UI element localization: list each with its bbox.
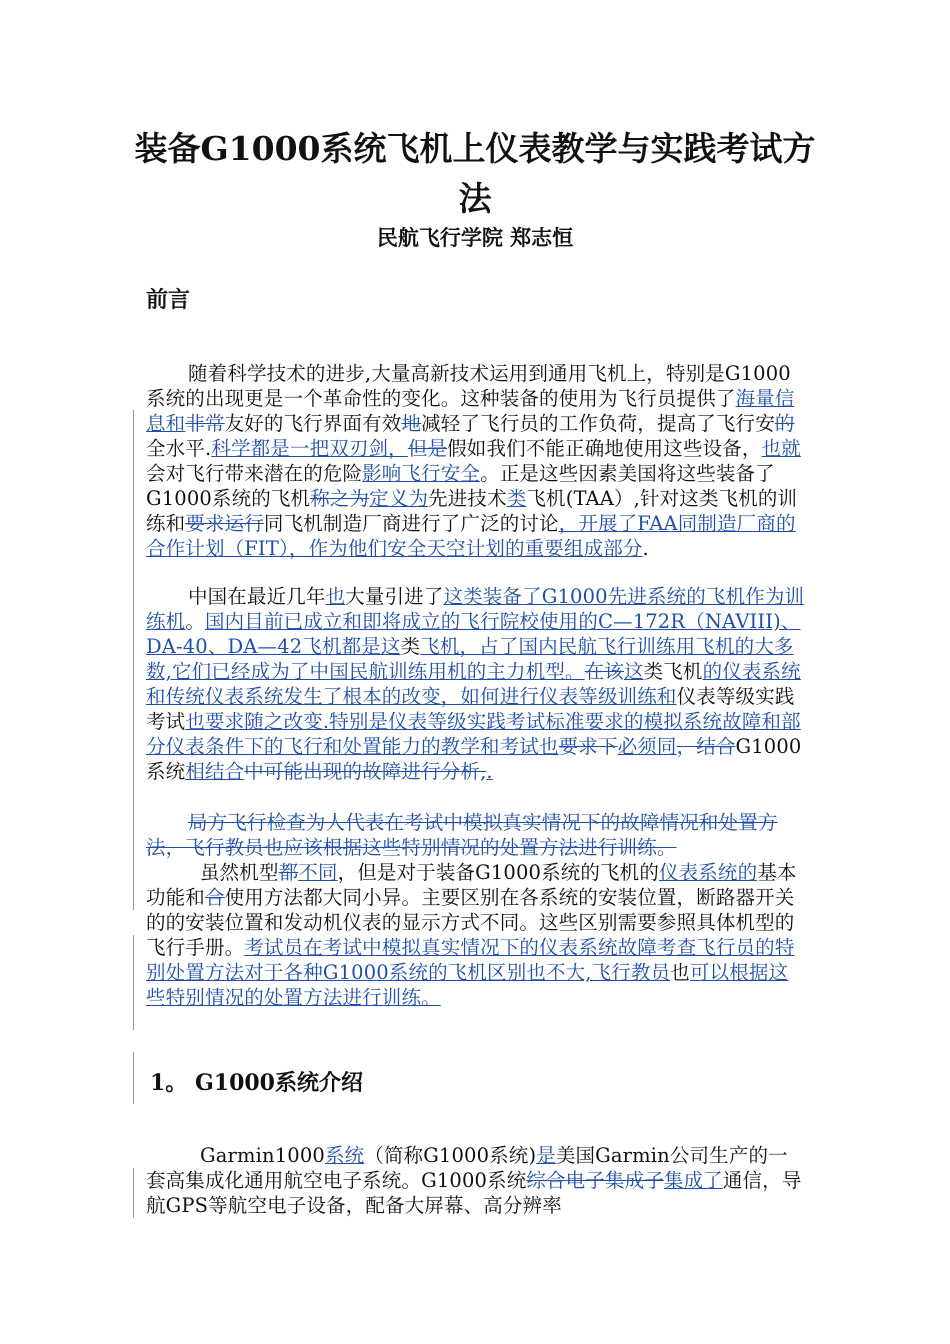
paragraph-intro <box>146 361 806 561</box>
text-run: 中国在最近几年 <box>188 585 326 608</box>
inserted-text: 系统 <box>324 1144 365 1167</box>
inserted-text: 这 <box>623 660 644 683</box>
change-bar <box>133 1052 134 1104</box>
inserted-text: 必须同 <box>617 735 677 758</box>
deleted-text: 中可能出现的故障进行分析, <box>244 760 487 783</box>
text-run: 类飞机 <box>643 660 703 683</box>
inserted-text: 相结合 <box>185 760 245 783</box>
text-run: 大量引进了 <box>345 585 444 608</box>
inserted-text: 这类装备了G1000先进系统的飞机作为训练机 <box>146 585 805 633</box>
inserted-text: 考试员在考试中模拟真实情况下的仪表系统故障考查飞行员的特别处置方法对于各种G1000系统的飞机区别也不大,飞行教员 <box>146 936 795 984</box>
paragraph-china <box>146 584 806 784</box>
text-run: 友好的飞行界面有效 <box>224 412 402 435</box>
inserted-text: 集成了 <box>663 1169 723 1192</box>
paragraph-garmin <box>146 1143 806 1218</box>
text-run: 先进技术 <box>428 487 507 510</box>
text-run: 美国Garmin公司生产的一套高集成化通用航空电子系统。G1000系统 <box>146 1144 788 1192</box>
inserted-text: 国内目前已成立和即将成立的飞行院校使用的C—172R（NAVIII)、DA-40、DA—42飞机都是这 <box>146 610 801 658</box>
inserted-text: 影响飞行安全 <box>362 462 481 485</box>
text-run: 假如我们不能正确地使用这些设备， <box>447 437 762 460</box>
text-run: Garmin1000 <box>200 1144 325 1167</box>
inserted-text: . <box>486 760 493 783</box>
inserted-text: 可以根据这些特别情况的处置方法进行训练。 <box>146 961 789 1009</box>
deleted-text: 的 <box>774 412 795 435</box>
text-run: 使用方法都大同小异。主要区别在各系统的安装位置，断路器开关的的安装位置和发动机仪表的显示方式不同。这些区别需要参照具体机型的飞行手册。 <box>146 886 795 959</box>
text-run: 减轻了飞行员的工作负荷，提高了飞行安 <box>421 412 775 435</box>
inserted-text: 也 <box>325 585 346 608</box>
inserted-text: 。 <box>565 660 585 683</box>
deleted-text: 都 <box>278 861 299 884</box>
text-run: 仪表等级实践考试 <box>146 685 795 733</box>
text-run: 全水平. <box>146 437 212 460</box>
inserted-text: ，开展了FAA同制造厂商的合作计划（FIT），作为他们安全天空计划的重要组成部分 <box>146 512 796 560</box>
inserted-text: 定义为 <box>369 487 429 510</box>
text-run: 也 <box>670 961 690 984</box>
change-bar <box>133 1168 134 1218</box>
text-run: 通信，导航GPS等航空电子设备，配备大屏幕、高分辨率 <box>146 1169 802 1217</box>
inserted-text: 不同 <box>298 861 338 884</box>
deleted-text: 合 <box>204 886 225 909</box>
deleted-text: ，结合 <box>676 735 736 758</box>
deleted-text: 要求运行 <box>185 512 264 535</box>
paragraph-deleted <box>146 810 806 860</box>
inserted-text: 类 <box>506 487 527 510</box>
deleted-text: 称之为 <box>310 487 370 510</box>
text-run: 基本功能和 <box>146 861 797 909</box>
inserted-text: 也要求随之改变.特别是仪表等级实践考试标准要求的模拟系统故障和部分仪表条件下的飞行和处置能力的教学和考试也 <box>146 710 801 758</box>
paragraph-models <box>146 860 806 1010</box>
deleted-text: 但是 <box>407 437 448 460</box>
text-run: （简称G1000系统) <box>364 1144 537 1167</box>
deleted-text: 综合电子集成子 <box>526 1169 664 1192</box>
change-bar <box>133 410 134 910</box>
inserted-text: 科学都是一把双刃剑， <box>211 437 408 460</box>
inserted-text: 海量信息和 <box>146 387 795 435</box>
author-line: 民航飞行学院 郑志恒 <box>376 226 574 250</box>
deleted-text: 要求下 <box>558 735 618 758</box>
deleted-text: 局方飞行检查为人代表在考试中模拟真实情况下的故障情况和处置方法，飞行教员也应该根据这些特别情况的处置方法进行训练。 <box>146 811 778 859</box>
text-run: ，但是对于装备G1000系统的飞机的 <box>337 861 659 884</box>
text-run: . <box>642 537 649 560</box>
deleted-text: 地 <box>401 412 422 435</box>
text-run: 会对飞行带来潜在的危险 <box>146 462 363 485</box>
text-run: 。正是这些因素美国将这些装备了G1000系统的飞机 <box>146 462 775 510</box>
text-run: 飞机(TAA）,针对这类飞机的训练和 <box>146 487 798 535</box>
text-run: 随着科学技术的进步,大量高新技术运用到通用飞机上，特别是G1000系统的出现更是一个革命性的变化。这种装备的使用为飞行员提供了 <box>146 362 791 410</box>
inserted-text: 是 <box>536 1144 556 1167</box>
inserted-text: 飞机，占了国内民航飞行训练用飞机的大多数,它们已经成为了中国民航训练用机的主力机型 <box>146 635 794 683</box>
deleted-text: 非常 <box>185 412 225 435</box>
text-run: 同飞机制造厂商进行了广泛的讨论 <box>263 512 559 535</box>
section-heading: 1。 G1000系统介绍 <box>150 1070 363 1096</box>
deleted-text: 在该 <box>584 660 624 683</box>
preface-heading: 前言 <box>146 288 191 313</box>
change-bar <box>133 935 134 1030</box>
text-run: 类 <box>400 635 421 658</box>
inserted-text: 的仪表系统和传统仪表系统发生了根本的改变，如何进行仪表等级训练和 <box>146 660 801 708</box>
text-run: 虽然机型 <box>200 861 279 884</box>
inserted-text: 仪表系统的 <box>658 861 758 884</box>
text-run: G1000系统 <box>146 735 802 783</box>
text-run: 。 <box>185 610 205 633</box>
document-title: 装备G1000系统飞机上仪表教学与实践考试方法 <box>134 129 816 218</box>
inserted-text: 也就 <box>761 437 801 460</box>
